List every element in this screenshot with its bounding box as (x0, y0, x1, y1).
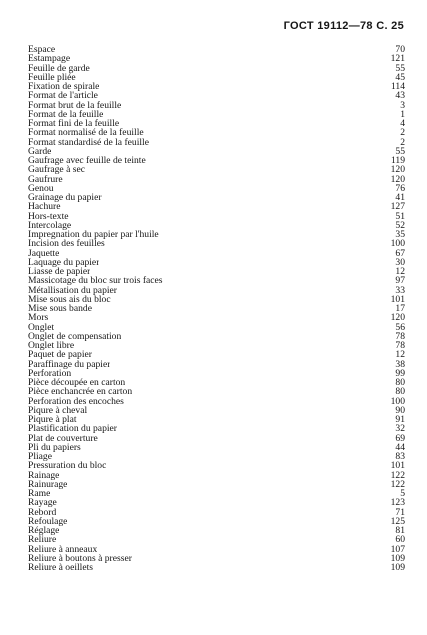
index-page-number: 99 (395, 367, 405, 379)
index-term: Feuille de garde (28, 63, 90, 73)
index-term: Gaufrage à sec (28, 165, 85, 175)
index-entry (28, 258, 405, 267)
index-term: Reliure à oeillets (28, 563, 94, 573)
index-list (28, 45, 405, 572)
index-page-number: 44 (395, 441, 405, 453)
index-term: Laquage du papier (28, 257, 100, 267)
index-page-number: 38 (395, 358, 405, 370)
index-page-number: 122 (390, 469, 405, 481)
index-entry (28, 73, 405, 82)
index-term: Rainurage (28, 479, 68, 489)
index-entry (28, 378, 405, 387)
index-term: Rainage (28, 470, 60, 480)
index-entry (28, 165, 405, 174)
index-page-number: 107 (390, 543, 405, 555)
index-entry (28, 295, 405, 304)
index-page-number: 55 (395, 62, 405, 74)
index-entry (28, 508, 405, 517)
index-entry (28, 138, 405, 147)
index-page-number: 52 (395, 219, 405, 231)
index-page-number: 78 (395, 330, 405, 342)
index-entry (28, 221, 405, 230)
index-term: Métallisation du papier (28, 285, 117, 295)
index-term: Estampage (28, 54, 71, 64)
index-term: Format brut de la feuille (28, 100, 122, 110)
index-page-number: 80 (395, 377, 405, 388)
index-term: Paquet de papier (28, 350, 92, 360)
index-entry (28, 184, 405, 193)
index-page-number: 5 (400, 488, 405, 499)
index-page-number: 114 (390, 81, 405, 92)
index-entry (28, 434, 405, 443)
index-page-number: 33 (395, 284, 405, 296)
index-page-number: 45 (395, 71, 405, 83)
index-page-number: 109 (390, 562, 405, 573)
index-entry (28, 526, 405, 535)
index-entry (28, 517, 405, 526)
index-page-number: 91 (395, 414, 405, 425)
index-entry (28, 54, 405, 63)
index-entry (28, 369, 405, 378)
index-term: Reliure à anneaux (28, 544, 98, 554)
index-term: Pressuration du bloc (28, 461, 107, 471)
index-page-number: 125 (390, 515, 405, 527)
index-page-number: 43 (395, 90, 405, 102)
index-entry (28, 91, 405, 100)
index-term: Mise sous bande (28, 304, 92, 314)
index-term: Gaufrage avec feuille de teinte (28, 156, 146, 166)
index-term: Hachure (28, 202, 61, 212)
index-term: Rayage (28, 498, 57, 508)
index-page-number: 109 (390, 552, 405, 564)
index-term: Rebord (28, 507, 57, 517)
index-entry (28, 415, 405, 424)
index-entry (28, 397, 405, 406)
index-entry (28, 387, 405, 396)
index-entry (28, 323, 405, 332)
index-page-number: 35 (395, 229, 405, 240)
index-page-number: 70 (395, 44, 405, 55)
index-entry (28, 341, 405, 350)
index-entry (28, 82, 405, 91)
index-term: Jaquette (28, 248, 60, 258)
index-term: Plastification du papier (28, 424, 117, 434)
index-entry (28, 304, 405, 313)
index-page-number: 56 (395, 321, 405, 333)
index-term: Format normalisé de la feuille (28, 128, 144, 138)
index-term: Piqure à plat (28, 415, 77, 425)
index-entry (28, 128, 405, 137)
index-entry (28, 45, 405, 54)
index-page-number: 122 (390, 478, 405, 490)
index-term: Fixation de spirale (28, 82, 100, 92)
index-page-number: 81 (395, 525, 405, 536)
index-term: Genou (28, 183, 54, 193)
index-page-number: 100 (390, 238, 405, 250)
index-term: Rame (28, 489, 51, 499)
index-entry (28, 489, 405, 498)
index-entry (28, 498, 405, 507)
index-term: Liasse de papier (28, 267, 91, 277)
index-page-number: 41 (395, 192, 405, 203)
index-entry (28, 286, 405, 295)
index-term: Refoulage (28, 516, 68, 526)
index-entry (28, 230, 405, 239)
index-term: Pièce découpée en carton (28, 378, 126, 388)
index-entry (28, 360, 405, 369)
index-term: Pièce enchancrée en carton (28, 387, 133, 397)
index-page-number: 1 (400, 108, 405, 120)
index-entry (28, 110, 405, 119)
index-page-number: 120 (390, 164, 405, 176)
index-term: Onglet libre (28, 341, 75, 351)
index-entry (28, 350, 405, 359)
index-page-number: 90 (395, 404, 405, 416)
index-page-number: 101 (390, 293, 405, 305)
index-page-number: 121 (390, 53, 405, 65)
index-entry (28, 471, 405, 480)
index-entry (28, 147, 405, 156)
index-term: Incision des feuilles (28, 239, 105, 249)
index-entry (28, 212, 405, 221)
index-entry (28, 101, 405, 110)
index-entry (28, 563, 405, 572)
index-term: Hors-texte (28, 211, 69, 221)
index-term: Réglage (28, 526, 60, 536)
index-page-number: 76 (395, 182, 405, 194)
index-page-number: 71 (395, 506, 405, 518)
index-entry (28, 156, 405, 165)
index-page-number: 30 (395, 256, 405, 268)
index-page-number: 17 (395, 303, 405, 314)
index-page-number: 4 (400, 118, 405, 129)
index-page-number: 120 (390, 173, 405, 185)
index-page-number: 78 (395, 340, 405, 351)
index-entry (28, 535, 405, 544)
index-term: Perforation (28, 368, 72, 378)
index-entry (28, 267, 405, 276)
index-term: Reliure à boutons à presser (28, 553, 132, 563)
index-term: Plat de couverture (28, 433, 98, 443)
index-page-number: 2 (400, 127, 405, 139)
index-entry (28, 452, 405, 461)
index-page-number: 3 (400, 99, 405, 111)
index-term: Onglet de compensation (28, 331, 122, 341)
index-entry (28, 175, 405, 184)
index-term: Pli du papiers (28, 442, 81, 452)
index-term: Format standardisé de la feuille (28, 137, 149, 147)
index-term: Grainage du papier (28, 193, 102, 203)
index-term: Piqure à cheval (28, 405, 88, 415)
index-entry (28, 313, 405, 322)
page-header: ГОСТ 19112—78 С. 25 (283, 20, 404, 32)
index-entry (28, 545, 405, 554)
index-page-number: 60 (395, 534, 405, 546)
index-page-number: 67 (395, 247, 405, 259)
index-term: Garde (28, 146, 52, 156)
index-entry (28, 249, 405, 258)
index-term: Reliure (28, 535, 57, 545)
index-page-number: 69 (395, 432, 405, 444)
index-term: Intercolage (28, 220, 72, 230)
index-entry (28, 332, 405, 341)
index-term: Impregnation du papier par l'huile (28, 230, 159, 240)
index-term: Format de la feuille (28, 109, 104, 119)
index-page-number: 120 (390, 312, 405, 324)
index-entry (28, 554, 405, 563)
index-page-number: 97 (395, 275, 405, 287)
index-entry (28, 239, 405, 248)
index-page-number: 123 (390, 497, 405, 509)
index-entry (28, 202, 405, 211)
index-entry (28, 461, 405, 470)
index-entry (28, 424, 405, 433)
index-entry (28, 276, 405, 285)
index-entry (28, 443, 405, 452)
index-term: Massicotage du bloc sur trois faces (28, 276, 163, 286)
index-entry (28, 119, 405, 128)
index-page-number: 51 (395, 210, 405, 222)
index-term: Mors (28, 313, 49, 323)
index-term: Espace (28, 45, 56, 55)
index-term: Paraffinage du papier (28, 359, 111, 369)
index-term: Format de l'article (28, 91, 98, 101)
index-term: Onglet (28, 322, 55, 332)
index-page-number: 119 (390, 155, 405, 166)
index-page-number: 101 (390, 460, 405, 472)
index-page-number: 83 (395, 451, 405, 462)
index-entry (28, 406, 405, 415)
index-term: Pliage (28, 452, 52, 462)
index-page-number: 12 (395, 349, 405, 361)
index-page-number: 100 (390, 395, 405, 407)
index-page-number: 32 (395, 423, 405, 435)
index-term: Gaufrure (28, 174, 63, 184)
index-page-number: 12 (395, 266, 405, 277)
index-term: Format fini de la feuille (28, 119, 120, 129)
index-term: Perforation des encoches (28, 396, 124, 406)
index-page-number: 55 (395, 145, 405, 157)
index-page-number: 127 (390, 201, 405, 213)
index-page-number: 80 (395, 386, 405, 398)
index-term: Feuille pliée (28, 72, 76, 82)
index-entry (28, 64, 405, 73)
index-entry (28, 193, 405, 202)
index-term: Mise sous ais du bloc (28, 294, 111, 304)
index-entry (28, 480, 405, 489)
index-page-number: 2 (400, 136, 405, 148)
